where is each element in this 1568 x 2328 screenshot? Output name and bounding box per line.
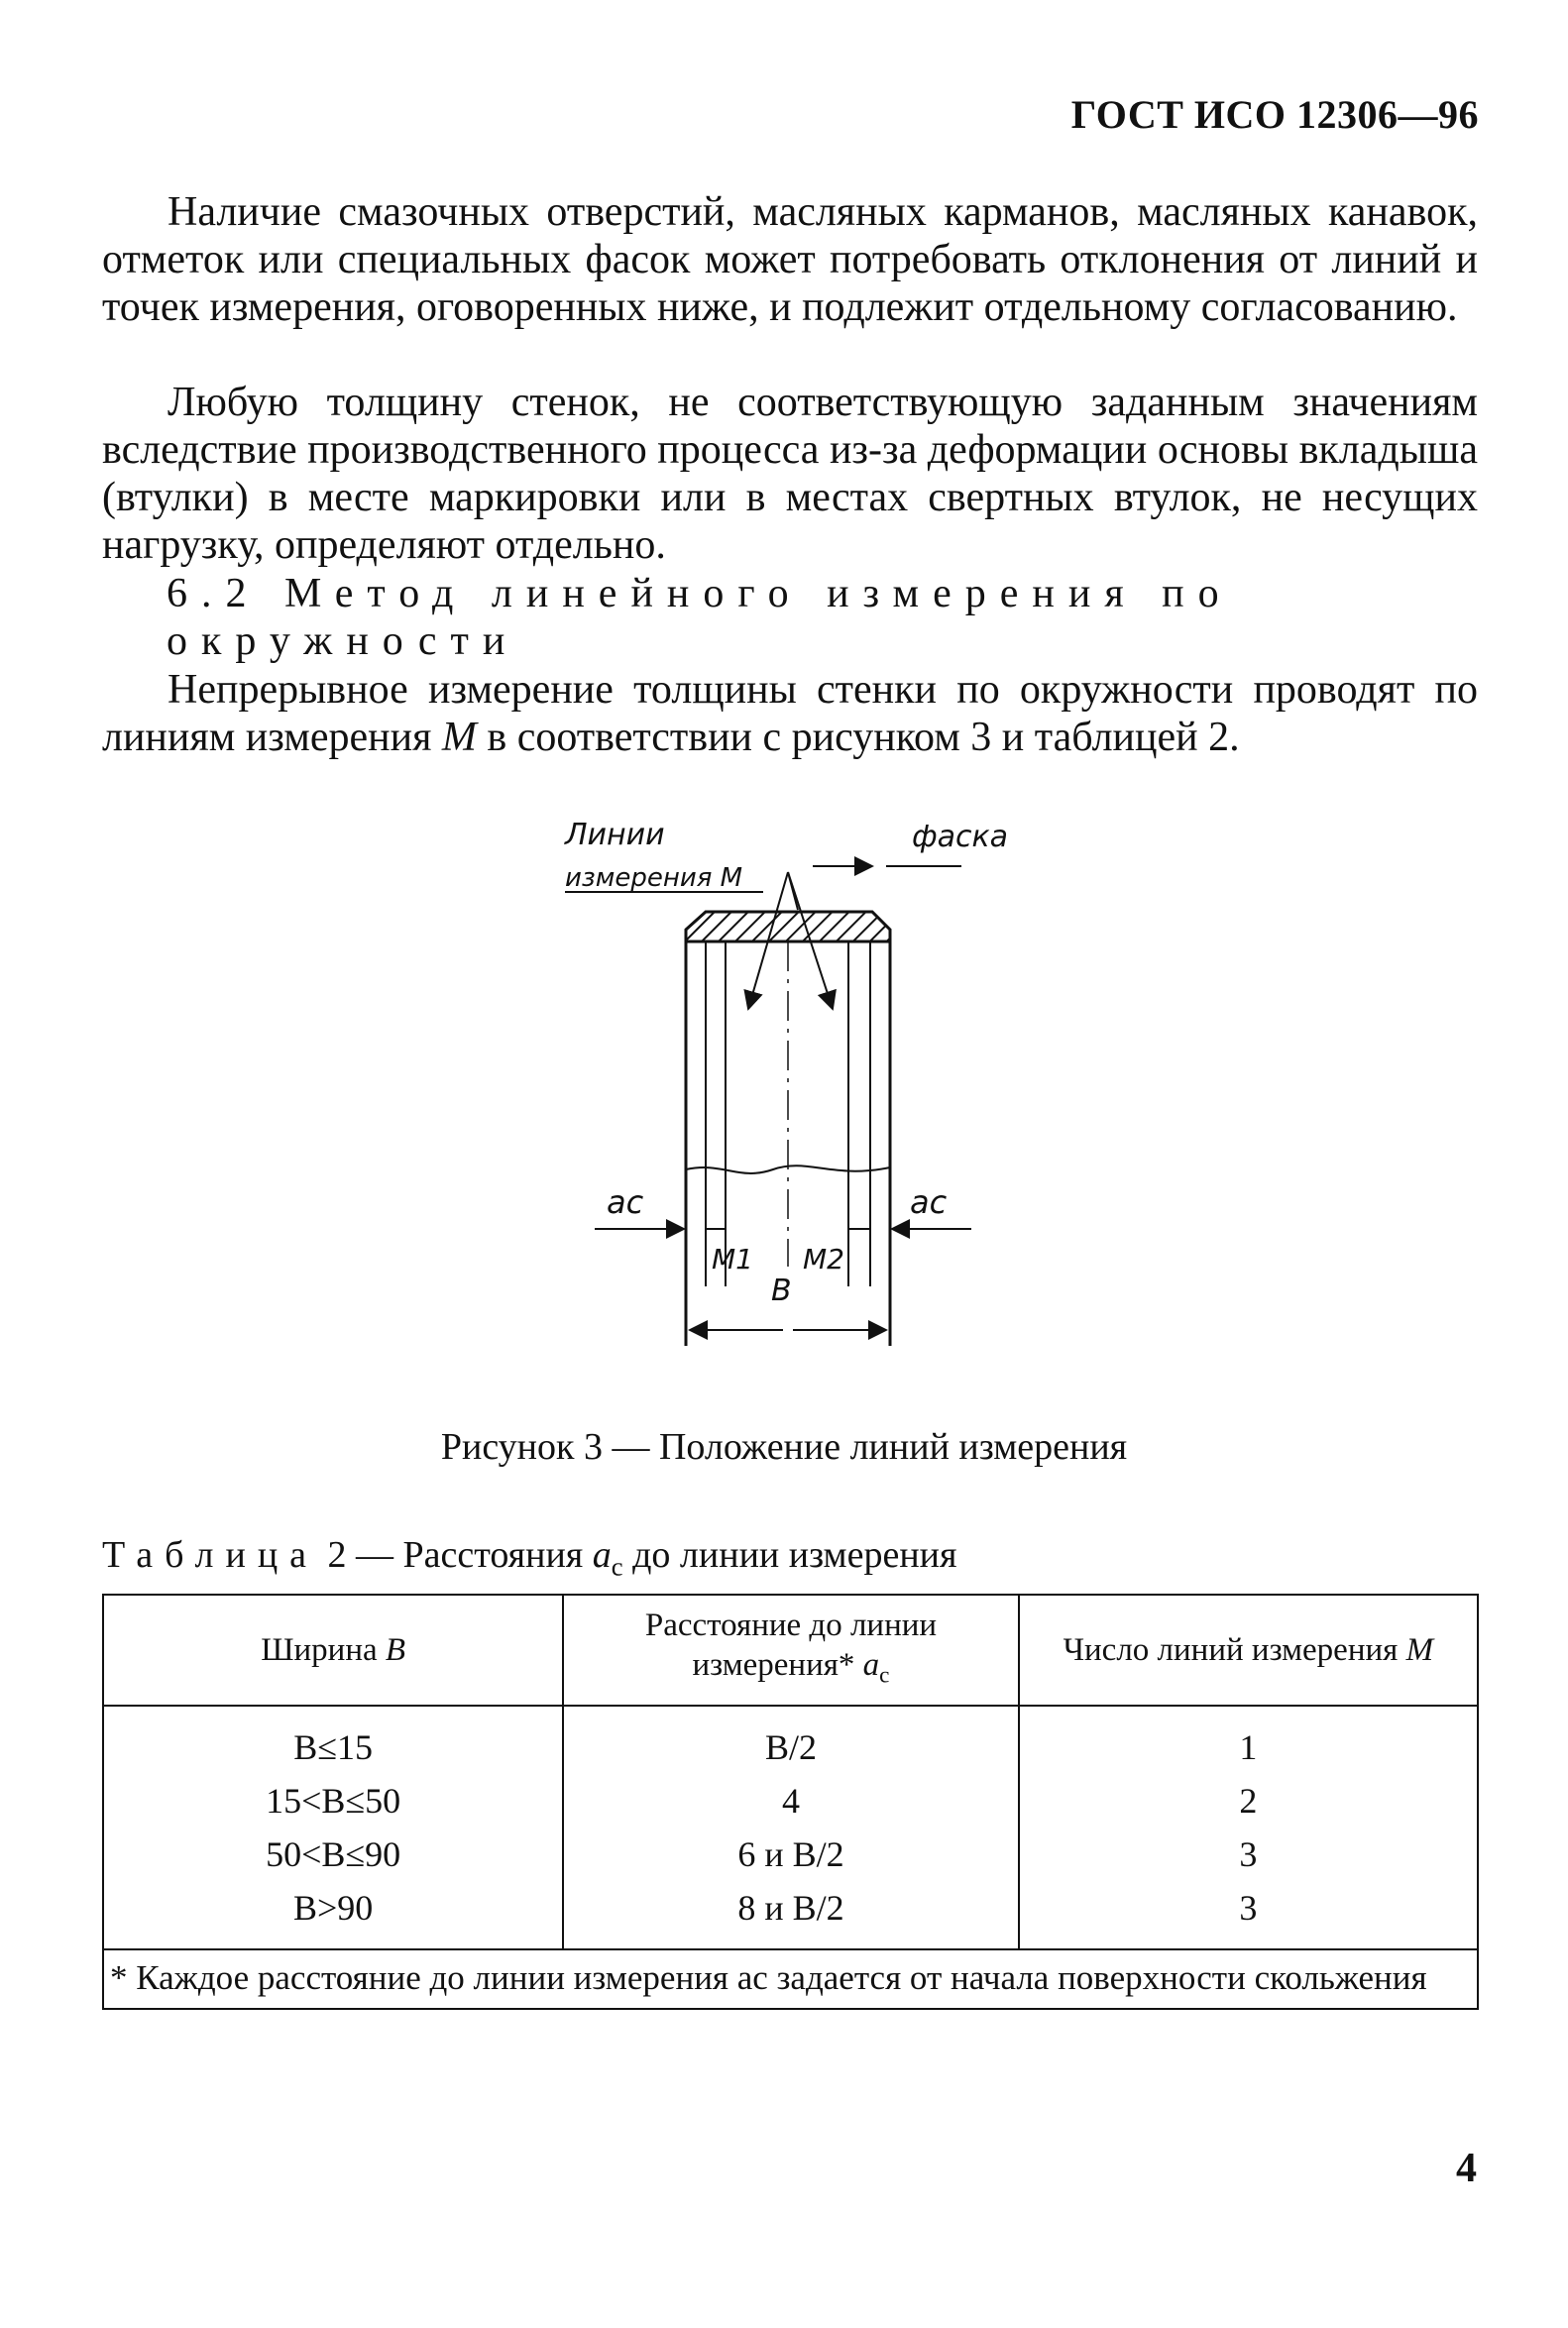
cell-distance: 8 и B/2 <box>563 1881 1018 1949</box>
label-ac-left: ac <box>607 1183 644 1221</box>
header-distance-line1: Расстояние до линии <box>644 1607 938 1644</box>
paragraph-3-part-a: Непрерывное измерение толщины стенки по окружности проводят по линиям измерения <box>102 667 1478 760</box>
figure-3 <box>535 821 1051 1356</box>
distance-table <box>102 1594 1479 2010</box>
label-m2: М2 <box>803 1243 844 1275</box>
table-footnote-row <box>103 1949 1478 2009</box>
figure-caption: Рисунок 3 — Положение линий измерения <box>440 1426 1128 1468</box>
label-lines-2: измерения М <box>565 863 743 893</box>
header-distance-symbol: a <box>862 1647 880 1684</box>
header-width <box>103 1595 563 1706</box>
page-number: 4 <box>1456 2146 1477 2191</box>
header-distance-line2: измерения* <box>692 1647 863 1684</box>
paragraph-3 <box>102 666 1478 761</box>
paragraph-3-symbol: M <box>441 715 477 760</box>
table-caption-word: Таблица <box>102 1534 319 1576</box>
header-distance-sub: c <box>879 1661 890 1688</box>
section-heading: 6.2 Метод линейного измерения по окружности <box>167 571 1233 664</box>
bushing-cross-section <box>686 912 890 942</box>
paragraph-1: Наличие смазочных отверстий, масляных карманов, масляных канавок, отметок или специальных фасок может потребовать отклонения от линий и точек измерения, оговоренных ниже, и подлежит отдельному согласованию. <box>102 189 1478 330</box>
label-m1: М1 <box>712 1243 753 1275</box>
table-footnote: * Каждое расстояние до линии измерения ac задается от начала поверхности скольжения <box>103 1949 1478 2009</box>
header-width-text: Ширина <box>261 1632 386 1668</box>
cell-count: 3 <box>1019 1881 1478 1949</box>
cell-count: 1 <box>1019 1706 1478 1774</box>
table-row <box>103 1828 1478 1881</box>
cell-count: 3 <box>1019 1828 1478 1881</box>
header-width-symbol: B <box>385 1632 406 1668</box>
table-caption-sub: c <box>611 1551 623 1582</box>
table-caption-rest: 2 — Расстояния <box>318 1534 593 1576</box>
table-caption <box>102 1533 956 1583</box>
cell-count: 2 <box>1019 1774 1478 1828</box>
paragraph-3-part-b: в соответствии с рисунком 3 и таблицей 2. <box>476 715 1240 760</box>
cell-width: B>90 <box>103 1881 563 1949</box>
break-line <box>686 1165 890 1173</box>
cell-distance: 6 и B/2 <box>563 1828 1018 1881</box>
table-caption-symbol: a <box>592 1534 612 1576</box>
table-row <box>103 1881 1478 1949</box>
paragraph-2: Любую толщину стенок, не соответствующую заданным значениям вследствие производственного процесса из-за деформации основы вкладыша (втулки) в месте маркировки или в местах свертных втулок, не несущих нагрузку, определяют отдельно. <box>102 380 1478 568</box>
leader-arrow-3 <box>788 872 798 910</box>
label-lines: Линии <box>565 821 665 852</box>
label-b: B <box>771 1274 792 1308</box>
cell-width: 15<B≤50 <box>103 1774 563 1828</box>
label-ac-right: ac <box>910 1183 948 1221</box>
cell-distance: 4 <box>563 1774 1018 1828</box>
header-count-symbol: M <box>1405 1632 1434 1668</box>
table-row <box>103 1706 1478 1774</box>
header-distance <box>563 1595 1018 1706</box>
label-chamfer: фаска <box>912 821 1009 854</box>
table-caption-end: до линии измерения <box>622 1534 957 1576</box>
cell-width: B≤15 <box>103 1706 563 1774</box>
measurement-lines-diagram <box>535 821 1051 1356</box>
document-header: ГОСТ ИСО 12306—96 <box>1070 92 1479 137</box>
header-count <box>1019 1595 1478 1706</box>
cell-width: 50<B≤90 <box>103 1828 563 1881</box>
table-row <box>103 1774 1478 1828</box>
cell-distance: B/2 <box>563 1706 1018 1774</box>
header-count-text: Число линий измерения <box>1063 1632 1406 1668</box>
table-header-row <box>103 1595 1478 1706</box>
